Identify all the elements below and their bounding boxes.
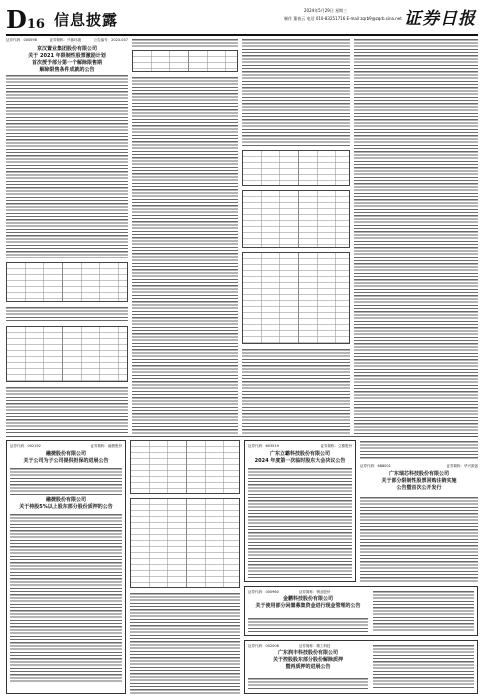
notice-title bbox=[248, 451, 352, 465]
title-line: 关于持股5%以上股东部分股份质押的公告 bbox=[19, 504, 113, 510]
notice-mid-tables bbox=[130, 440, 240, 694]
body-text bbox=[10, 467, 122, 495]
stock-abbr: 证券简称：兴蓉环境 bbox=[49, 38, 81, 42]
notice-codes bbox=[248, 444, 352, 449]
title-line: 首次授予部分第一个解除限售期 bbox=[31, 60, 102, 66]
notice-column-3 bbox=[242, 38, 350, 434]
stock-code: 证券代码：603519 bbox=[248, 444, 279, 448]
body-text bbox=[373, 590, 474, 632]
page-header bbox=[6, 6, 478, 36]
masthead-logo: 证券日报 bbox=[404, 9, 476, 29]
title-line: 公告暨首次公开发行 bbox=[396, 485, 442, 491]
issue-date: 2024年5月29日 星期三 bbox=[304, 8, 348, 13]
title-line: 解除限售条件成就的公告 bbox=[39, 67, 95, 73]
page-number bbox=[6, 6, 45, 39]
notice-column-2 bbox=[132, 38, 238, 434]
stock-abbr: 证券简称：立霸股份 bbox=[320, 444, 352, 448]
data-table bbox=[130, 440, 240, 494]
notice-title bbox=[360, 471, 478, 492]
section-divider bbox=[6, 436, 478, 437]
data-table bbox=[132, 50, 238, 72]
notice-bottom-center-2 bbox=[244, 640, 478, 694]
stock-code: 证券代码：000960 bbox=[248, 590, 279, 594]
notice-title bbox=[248, 596, 368, 610]
body-text bbox=[373, 644, 474, 690]
body-text bbox=[6, 74, 128, 258]
notice-number: 公告编号：2024-047 bbox=[93, 38, 128, 42]
body-text bbox=[248, 677, 368, 690]
stock-code: 证券代码：688001 bbox=[360, 464, 391, 468]
notice-top-left bbox=[6, 38, 128, 434]
body-text bbox=[242, 348, 350, 434]
stock-abbr: 证券简称：锡业股份 bbox=[298, 590, 331, 594]
stock-abbr: 证券简称：精工科技 bbox=[298, 644, 331, 648]
title-line: 融捷股份有限公司 bbox=[45, 451, 86, 457]
body-text bbox=[132, 38, 238, 48]
page-number-digits: 16 bbox=[26, 17, 45, 32]
body-text bbox=[132, 76, 238, 434]
body-text bbox=[248, 467, 352, 579]
data-table bbox=[6, 326, 128, 382]
title-line: 广东润丰科技股份有限公司 bbox=[277, 650, 338, 656]
title-line: 金鹏科技股份有限公司 bbox=[282, 596, 333, 602]
notice-mid-right bbox=[360, 440, 478, 582]
body-text bbox=[130, 592, 240, 694]
notice-title bbox=[10, 497, 122, 511]
body-text bbox=[354, 38, 478, 434]
notice-codes bbox=[360, 464, 478, 469]
body-text bbox=[360, 440, 478, 460]
notice-mid-left bbox=[6, 440, 126, 694]
body-text bbox=[242, 38, 350, 146]
stock-abbr: 证券简称：华兴源创 bbox=[446, 464, 478, 468]
data-table bbox=[6, 262, 128, 302]
title-line: 广东立霸科技股份有限公司 bbox=[269, 451, 330, 457]
title-line: 关于控股股东部分股份解除质押 bbox=[272, 657, 343, 663]
data-table bbox=[242, 190, 350, 248]
stock-code: 证券代码：002192 bbox=[10, 444, 41, 448]
body-text bbox=[10, 513, 122, 683]
notice-title bbox=[10, 451, 122, 465]
notice-column-4 bbox=[354, 38, 478, 434]
body-text bbox=[248, 617, 368, 632]
title-line: 关于 2021 年限制性股票激励计划 bbox=[28, 53, 106, 59]
notice-codes bbox=[10, 444, 122, 449]
title-line: 关于使用部分闲置募集资金进行现金管理的公告 bbox=[255, 603, 361, 609]
title-line: 关于公司为子公司提供担保的进展公告 bbox=[23, 458, 109, 464]
page-letter: D bbox=[6, 5, 27, 34]
notice-title bbox=[248, 650, 368, 671]
body-text bbox=[6, 386, 128, 434]
section-title: 信息披露 bbox=[54, 11, 119, 29]
title-line: 京汉置业集团股份有限公司 bbox=[36, 46, 97, 52]
notice-title bbox=[6, 46, 128, 74]
title-line: 暨再质押的进展公告 bbox=[285, 664, 331, 670]
body-text bbox=[360, 496, 478, 582]
body-text bbox=[6, 306, 128, 322]
notice-bottom-center-1 bbox=[244, 586, 478, 636]
data-table bbox=[242, 252, 350, 344]
notice-codes bbox=[6, 38, 128, 43]
stock-abbr: 证券简称：融捷股份 bbox=[90, 444, 122, 448]
stock-code: 证券代码：000598 bbox=[6, 38, 37, 42]
title-line: 2024 年度第一次临时股东大会决议公告 bbox=[254, 458, 346, 464]
title-line: 关于部分限制性股票回购注销实施 bbox=[381, 478, 457, 484]
notice-mid-center bbox=[244, 440, 356, 582]
title-line: 融捷股份有限公司 bbox=[45, 497, 86, 503]
data-table bbox=[242, 150, 350, 186]
editor-info: 制作 董春云 电话 010-83251716 E-mail zqrb9@zqrb.sina.net bbox=[284, 16, 402, 21]
data-table bbox=[130, 498, 240, 588]
title-line: 广东瑞芯科技股份有限公司 bbox=[388, 471, 449, 477]
stock-code: 证券代码：002006 bbox=[248, 644, 279, 648]
